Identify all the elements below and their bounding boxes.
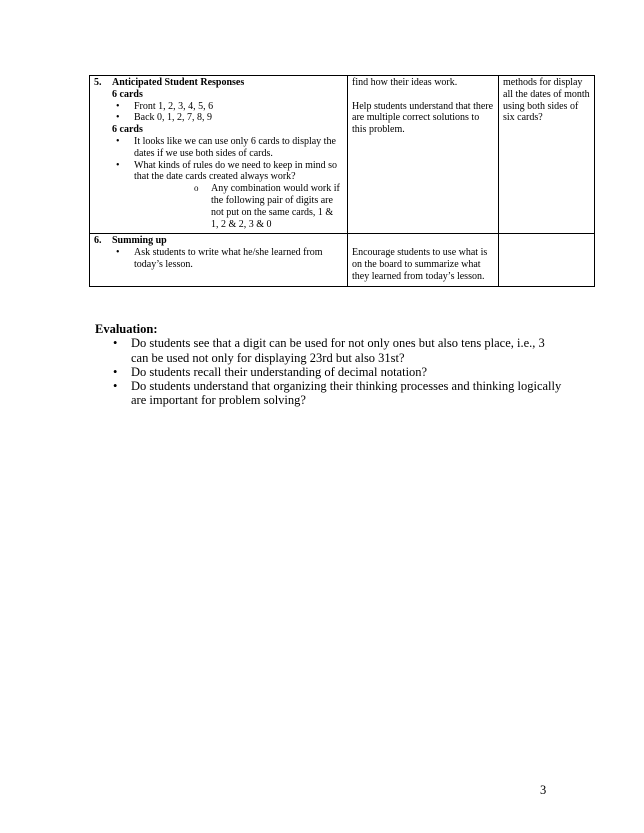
support-cell — [348, 234, 499, 286]
list-item — [94, 160, 343, 231]
table-row — [90, 234, 595, 286]
evaluation-cell — [499, 234, 595, 286]
step-heading — [94, 77, 343, 89]
evaluation-heading: Evaluation: — [95, 322, 158, 336]
group-heading: 6 cards — [112, 88, 143, 100]
evaluation-cell — [499, 76, 595, 234]
list-item: • It looks like we can use only 6 cards to display the dates if we use both sides of cards. — [94, 136, 343, 160]
step-number: 5. — [94, 77, 102, 88]
list-item: • Front 1, 2, 3, 4, 5, 6 — [94, 101, 343, 113]
list-item: • Back 0, 1, 2, 7, 8, 9 — [94, 112, 343, 124]
step-heading — [94, 235, 343, 247]
list-item-text: What kinds of rules do we need to keep in mind so that the date cards created always work? — [134, 159, 338, 183]
evaluation-item: • Do students see that a digit can be used for not only ones but also tens place, i.e., 3 can be used not only for displaying 23rd but also 31st? — [95, 336, 565, 365]
group-heading: 6 cards — [112, 124, 143, 136]
support-cell — [348, 76, 499, 234]
lesson-plan-table — [89, 75, 595, 287]
bullet-list — [94, 101, 343, 125]
support-text: Help students understand that there are multiple correct solutions to this problem. — [352, 100, 494, 136]
table-row — [90, 76, 595, 234]
support-text: Encourage students to use what is on the board to summarize what they learned from today’s lesson. — [352, 247, 488, 282]
sub-bullet-list — [134, 183, 343, 230]
list-item: • Ask students to write what he/she learned from today’s lesson. — [94, 247, 343, 271]
evaluation-item: • Do students recall their understanding of decimal notation? — [95, 365, 565, 379]
step-title: Summing up — [112, 235, 167, 247]
support-text: find how their ideas work. — [352, 77, 458, 88]
bullet-list — [94, 136, 343, 230]
evaluation-section — [95, 322, 565, 408]
step-number: 6. — [94, 235, 102, 247]
steps-cell — [90, 234, 348, 286]
step-title: Anticipated Student Responses — [112, 77, 245, 88]
evaluation-list — [95, 336, 565, 407]
bullet-list — [94, 247, 343, 271]
page-number: 3 — [540, 783, 547, 797]
sub-list-item: o Any combination would work if the following pair of digits are not put on the same cards, 1 & 1, 2 & 2, 3 & 0 — [134, 183, 343, 230]
steps-cell — [90, 76, 348, 234]
evaluation-item: • Do students understand that organizing their thinking processes and thinking logically are important for problem solving? — [95, 379, 565, 408]
evaluation-text: methods for display all the dates of month using both sides of six cards? — [503, 77, 590, 124]
